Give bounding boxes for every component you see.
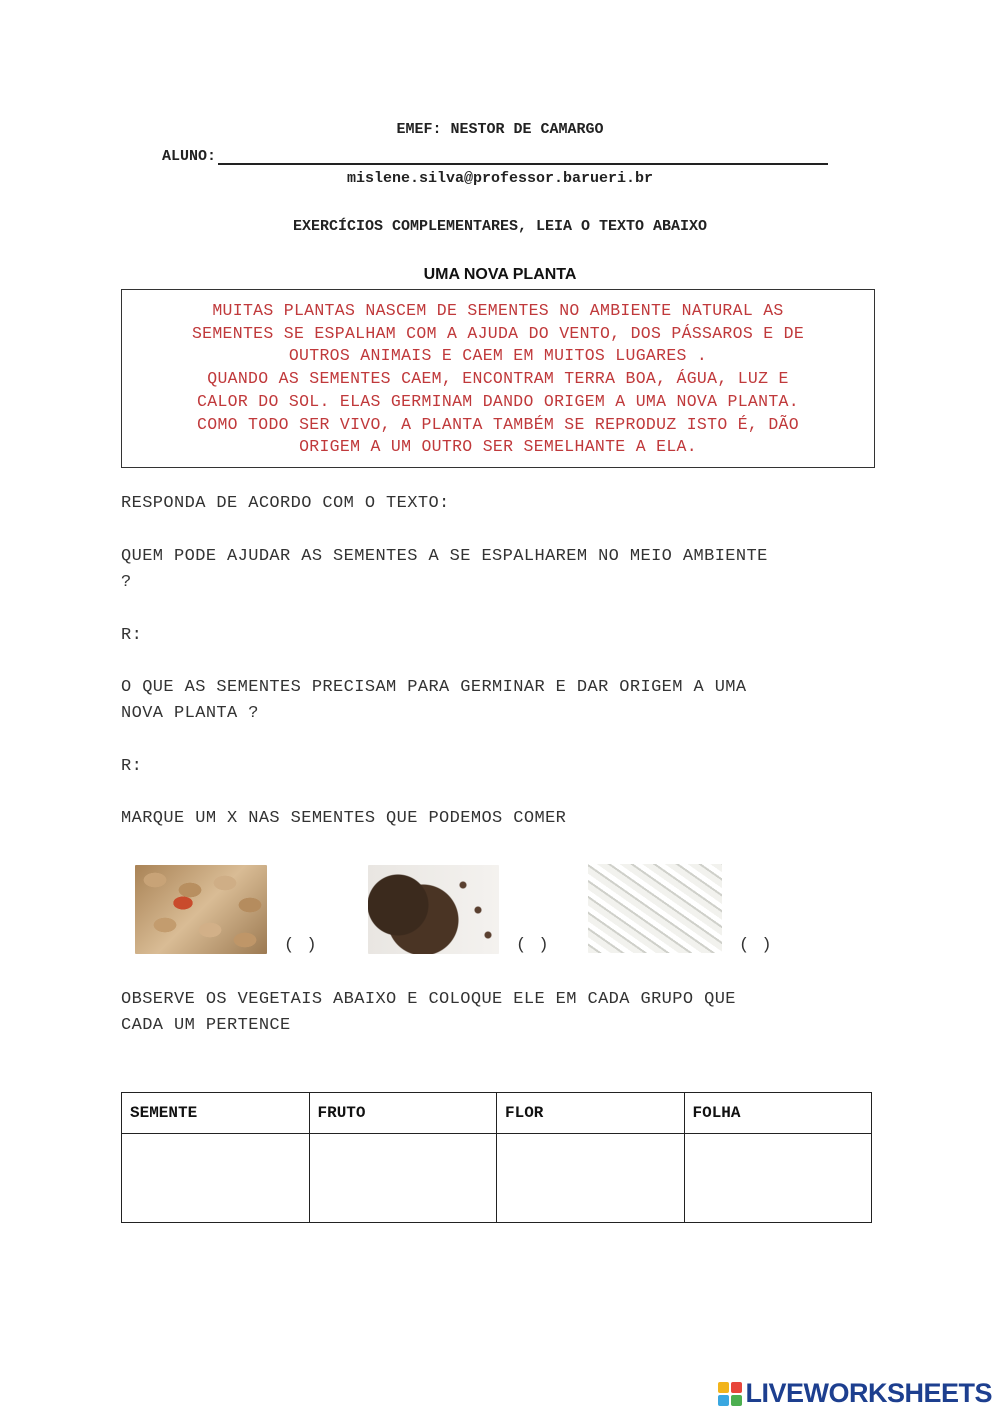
- story-line: COMO TODO SER VIVO, A PLANTA TAMBÉM SE REPRODUZ ISTO É, DÃO: [197, 414, 799, 434]
- pepper-checkbox[interactable]: ( ): [516, 936, 550, 955]
- liveworksheets-logo: [718, 1378, 992, 1409]
- question-2-line: O QUE AS SEMENTES PRECISAM PARA GERMINAR E DAR ORIGEM A UMA: [121, 678, 747, 697]
- plant-groups-table: [121, 1092, 872, 1223]
- story-line: MUITAS PLANTAS NASCEM DE SEMENTES NO AMBIENTE NATURAL AS: [212, 301, 784, 320]
- answer-2-label[interactable]: R:: [121, 757, 143, 776]
- table-header-semente: SEMENTE: [122, 1093, 310, 1134]
- question-1: [121, 544, 881, 596]
- teacher-email: mislene.silva@professor.barueri.br: [346, 170, 654, 187]
- story-line: ORIGEM A UM OUTRO SER SEMELHANTE A ELA.: [299, 437, 697, 457]
- folha-drop-cell[interactable]: [684, 1134, 872, 1223]
- student-name-row: [162, 145, 828, 165]
- table-header-fruto: FRUTO: [309, 1093, 497, 1134]
- table-header-folha: FOLHA: [684, 1093, 872, 1134]
- question-4: [121, 987, 881, 1039]
- answer-1-label[interactable]: R:: [121, 626, 143, 645]
- questions-intro: RESPONDA DE ACORDO COM O TEXTO:: [121, 494, 450, 513]
- liveworksheets-logo-icon: [718, 1382, 742, 1406]
- question-4-line: OBSERVE OS VEGETAIS ABAIXO E COLOQUE ELE EM CADA GRUPO QUE: [121, 990, 736, 1009]
- peanut-seeds-image: [135, 865, 267, 954]
- question-1-line: ?: [121, 573, 132, 592]
- story-line: CALOR DO SOL. ELAS GERMINAM DANDO ORIGEM A UMA NOVA PLANTA.: [197, 391, 799, 411]
- question-4-line: CADA UM PERTENCE: [121, 1016, 291, 1035]
- fruto-drop-cell[interactable]: [309, 1134, 497, 1223]
- pepper-seeds-image: [368, 865, 499, 954]
- story-line: SEMENTES SE ESPALHAM COM A AJUDA DO VENTO, DOS PÁSSAROS E DE: [191, 323, 805, 343]
- flor-drop-cell[interactable]: [497, 1134, 685, 1223]
- story-text-box: [121, 289, 875, 468]
- story-line: QUANDO AS SEMENTES CAEM, ENCONTRAM TERRA BOA, ÁGUA, LUZ E: [207, 369, 789, 389]
- semente-drop-cell[interactable]: [122, 1134, 310, 1223]
- question-2-line: NOVA PLANTA ?: [121, 704, 259, 723]
- school-name: EMEF: NESTOR DE CAMARGO: [396, 121, 604, 138]
- rice-checkbox[interactable]: ( ): [739, 936, 773, 955]
- question-3: MARQUE UM X NAS SEMENTES QUE PODEMOS COMER: [121, 809, 567, 828]
- student-name-line[interactable]: [218, 145, 828, 165]
- story-line: OUTROS ANIMAIS E CAEM EM MUITOS LUGARES .: [288, 346, 708, 366]
- question-1-line: QUEM PODE AJUDAR AS SEMENTES A SE ESPALHAREM NO MEIO AMBIENTE: [121, 547, 768, 566]
- rice-seeds-image: [588, 864, 722, 953]
- story-title: UMA NOVA PLANTA: [423, 266, 577, 283]
- question-2: [121, 675, 881, 727]
- peanut-checkbox[interactable]: ( ): [284, 936, 318, 955]
- liveworksheets-logo-text: LIVEWORKSHEETS: [745, 1378, 992, 1408]
- student-label: ALUNO:: [162, 148, 217, 165]
- table-header-flor: FLOR: [497, 1093, 685, 1134]
- instructions-heading: EXERCÍCIOS COMPLEMENTARES, LEIA O TEXTO ABAIXO: [292, 218, 708, 235]
